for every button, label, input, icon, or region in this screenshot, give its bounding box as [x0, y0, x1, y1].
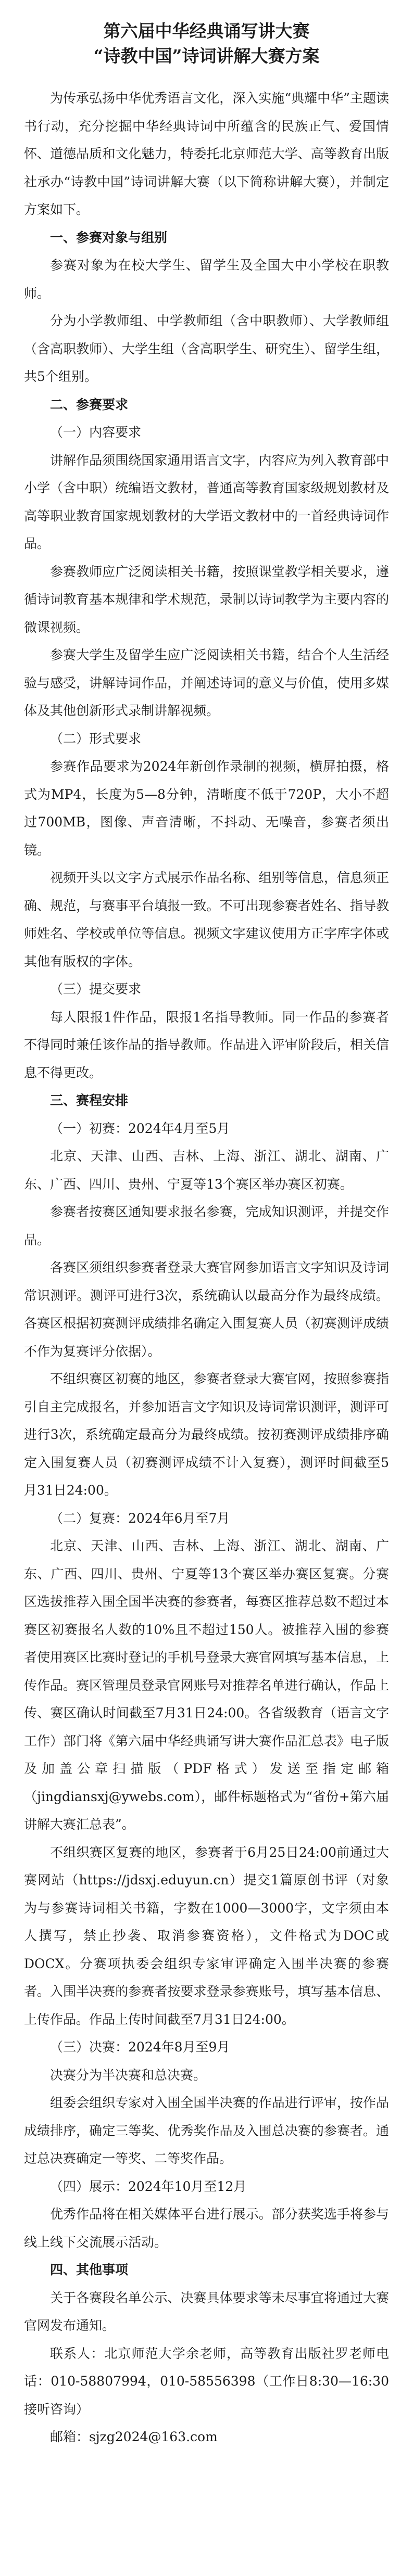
body-paragraph: 参赛者按赛区通知要求报名参赛，完成知识测评，并提交作品。 — [24, 1204, 389, 1247]
intro-paragraph: 为传承弘扬中华优秀语言文化，深入实施“典耀中华”主题读书行动，充分挖掘中华经典诗词中所蕴含的民族正气、爱国情怀、道德品质和文化魅力，特委托北京师范大学、高等教育出版社承办“诗教中国”诗词讲解大赛（以下简称讲解大赛），并制定方案如下。 — [24, 91, 389, 217]
body-paragraph: 参赛对象为在校大学生、留学生及全国大中小学校在职教师。 — [24, 258, 389, 301]
body-paragraph: 北京、天津、山西、吉林、上海、浙江、湖北、湖南、广东、广西、四川、贵州、宁夏等13个赛区举办赛区复赛。分赛区选拔推荐入围全国半决赛的参赛者，每赛区推荐总数不超过本赛区初赛报名人数的10%且不超过150人。被推荐入围的参赛者使用赛区比赛时登记的手机号登录大赛官网填写基本信息，上传作品。赛区管理员登录官网账号对推荐名单进行确认，作品上传、赛区确认时间截至7月31日24:00。各省级教育（语言文字工作）部门将《第六届中华经典诵写讲大赛作品汇总表》电子版及加盖公章扫描版（PDF格式）发送至指定邮箱（jingdiansxj@ywebs.com），邮件标题格式为“省份+第六届讲解大赛汇总表”。 — [24, 1538, 389, 1832]
body-paragraph: 北京、天津、山西、吉林、上海、浙江、湖北、湖南、广东、广西、四川、贵州、宁夏等13个赛区举办赛区初赛。 — [24, 1149, 389, 1192]
body-paragraph: 决赛分为半决赛和总决赛。 — [50, 2067, 207, 2083]
body-paragraph: 参赛作品要求为2024年新创作录制的视频，横屏拍摄，格式为MP4，长度为5—8分钟，清晰度不低于720P，大小不超过700MB，图像、声音清晰，不抖动、无噪音，参赛者须出镜。 — [24, 759, 389, 858]
body-paragraph: 邮箱：sjzg2024@163.com — [50, 2429, 218, 2444]
document-body — [24, 224, 389, 2451]
section-heading: 四、其他事项 — [50, 2262, 129, 2277]
section-heading: 二、参赛要求 — [50, 397, 129, 412]
body-paragraph: 讲解作品须围绕国家通用语言文字，内容应为列入教育部中小学（含中职）统编语文教材，普通高等教育国家级规划教材及高等职业教育国家规划教材的大学语文教材中的一首经典诗词作品。 — [24, 452, 389, 551]
body-paragraph: 每人限报1件作品，限报1名指导教师。同一作品的参赛者不得同时兼任该作品的指导教师。作品进入评审阶段后，相关信息不得更改。 — [24, 1009, 389, 1080]
body-paragraph: 关于各赛段名单公示、决赛具体要求等未尽事宜将通过大赛官网发布通知。 — [24, 2290, 389, 2333]
subsection-heading: （二）复赛：2024年6月至7月 — [50, 1510, 230, 1526]
body-paragraph: 组委会组织专家对入围全国半决赛的作品进行评审，按作品成绩排序，确定三等奖、优秀奖作品及入围总决赛的参赛者。通过总决赛确定一等奖、二等奖作品。 — [24, 2095, 389, 2166]
section-heading: 三、赛程安排 — [50, 1093, 129, 1108]
body-paragraph: 参赛大学生及留学生应广泛阅读相关书籍，结合个人生活经验与感受，讲解诗词作品，并阐述诗词的意义与价值，使用多媒体及其他创新形式录制讲解视频。 — [24, 647, 389, 718]
section-heading: 一、参赛对象与组别 — [50, 229, 168, 245]
subsection-heading: （三）决赛：2024年8月至9月 — [50, 2039, 230, 2055]
title-spacer — [24, 69, 389, 84]
subsection-heading: （一）初赛：2024年4月至5月 — [50, 1120, 230, 1136]
body-paragraph: 不组织赛区复赛的地区，参赛者于6月25日24:00前通过大赛网站（https://jdsxj.eduyun.cn）提交1篇原创书评（对象为与参赛诗词相关书籍，字数在1000—3000字，文字须由本人撰写，禁止抄袭、取消参赛资格），文件格式为DOC或DOCX。分赛项执委会组织专家审评确定入围半决赛的参赛者。入围半决赛的参赛者按要求登录参赛账号，填写基本信息、上传作品。作品上传时间截至7月31日24:00。 — [24, 1844, 389, 2027]
body-paragraph: 分为小学教师组、中学教师组（含中职教师）、大学教师组（含高职教师）、大学生组（含高职学生、研究生）、留学生组，共5个组别。 — [24, 313, 389, 384]
subsection-heading: （四）展示：2024年10月至12月 — [50, 2178, 247, 2194]
body-paragraph: 参赛教师应广泛阅读相关书籍，按照课堂教学相关要求，遵循诗词教育基本规律和学术规范，录制以诗词教学为主要内容的微课视频。 — [24, 564, 389, 635]
subsection-heading: （一）内容要求 — [50, 425, 142, 440]
subsection-heading: （三）提交要求 — [50, 981, 142, 997]
document-title-line-1: 第六届中华经典诵写讲大赛 — [103, 21, 310, 41]
body-paragraph: 优秀作品将在相关媒体平台进行展示。部分获奖选手将参与线上线下交流展示活动。 — [24, 2207, 389, 2250]
body-paragraph: 视频开头以文字方式展示作品名称、组别等信息，信息须正确、规范，与赛事平台填报一致。不可出现参赛者姓名、指导教师姓名、学校或单位等信息。视频文字建议使用方正字库字体或其他有版权的字体。 — [24, 870, 389, 969]
body-paragraph: 联系人：北京师范大学余老师，高等教育出版社罗老师电话：010-58807994，010-58556398（工作日8:30—16:30接听咨询） — [24, 2345, 389, 2417]
body-paragraph: 各赛区须组织参赛者登录大赛官网参加语言文字知识及诗词常识测评。测评可进行3次，系统确认以最高分作为最终成绩。各赛区根据初赛测评成绩排名确定入围复赛人员（初赛测评成绩不作为复赛评分依据）。 — [24, 1260, 389, 1359]
body-paragraph: 不组织赛区初赛的地区，参赛者登录大赛官网，按照参赛指引自主完成报名，并参加语言文字知识及诗词常识测评，测评可进行3次，系统确定最高分为最终成绩。按初赛测评成绩排序确定入围复赛人员（初赛测评成绩不计入复赛），测评时间截至5月31日24:00。 — [24, 1371, 389, 1498]
subsection-heading: （二）形式要求 — [50, 731, 142, 746]
document-title-line-2: “诗教中国”诗词讲解大赛方案 — [93, 46, 320, 66]
